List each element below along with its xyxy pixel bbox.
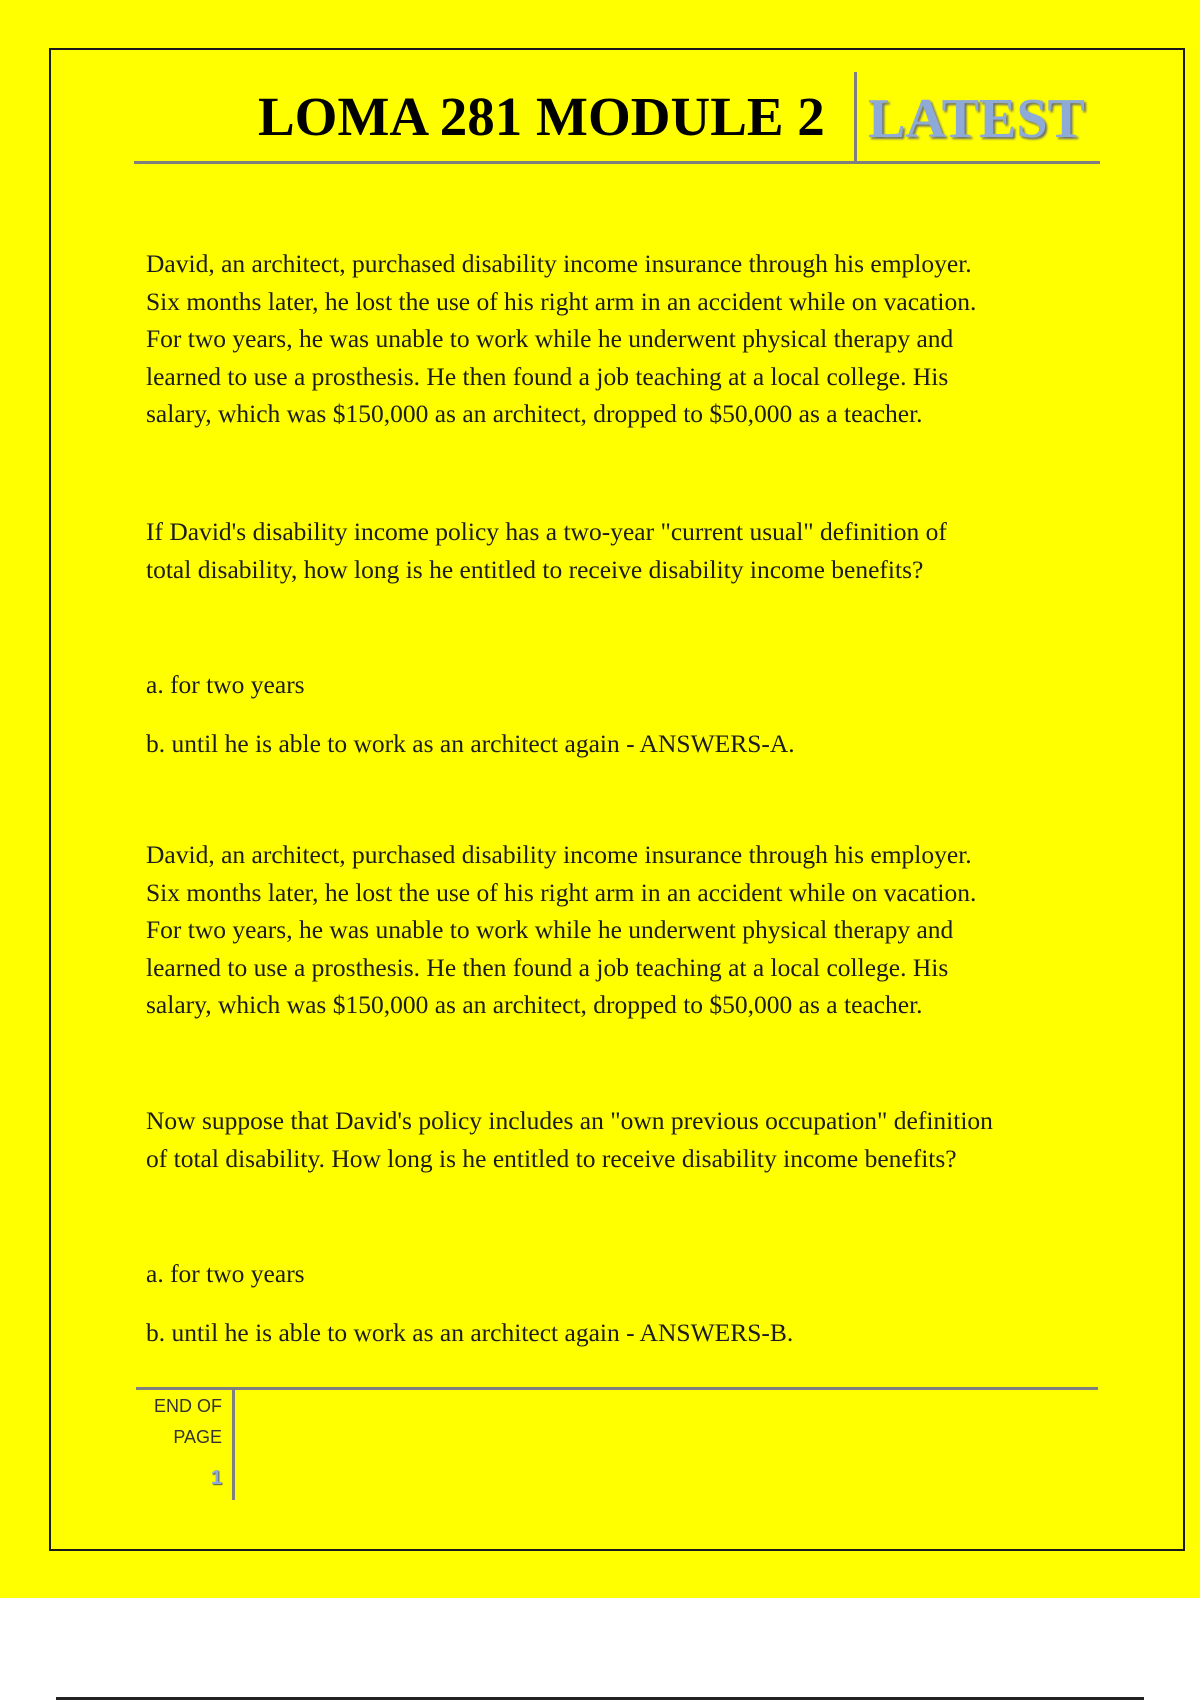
question-1-prompt: If David's disability income policy has a two-year "current usual" definition of total disability, how long is he entitled to receive disability income benefits?: [146, 517, 947, 584]
header-tag: LATEST: [868, 88, 1085, 150]
question-1-scenario: David, an architect, purchased disability income insurance through his employer. Six months later, he lost the use of his right arm in an accident while on vacation. For two years, he was unable to work while he underwent physical therapy and learned to use a prosthesis. He then found a job teaching at a local college. His salary, which was $150,000 as an architect, dropped to $50,000 as a teacher.: [146, 249, 977, 428]
footer-page-label: PAGE: [173, 1427, 222, 1447]
footer-divider: [232, 1390, 235, 1500]
question-1-option-a: a. for two years: [146, 670, 305, 699]
footer-rule: [136, 1387, 1098, 1390]
question-2-prompt: Now suppose that David's policy includes an "own previous occupation" definition of total disability. How long is he entitled to receive disability income benefits?: [146, 1106, 993, 1173]
question-2-scenario: David, an architect, purchased disability income insurance through his employer. Six months later, he lost the use of his right arm in an accident while on vacation. For two years, he was unable to work while he underwent physical therapy and learned to use a prosthesis. He then found a job teaching at a local college. His salary, which was $150,000 as an architect, dropped to $50,000 as a teacher.: [146, 840, 977, 1019]
page-number: 1: [210, 1467, 222, 1489]
question-2-option-b: b. until he is able to work as an architect again - ANSWERS-B.: [146, 1318, 794, 1347]
header-divider: [854, 72, 857, 161]
footer-end-of: END OF: [153, 1396, 222, 1416]
page-title: LOMA 281 MODULE 2: [258, 86, 825, 147]
question-1-option-b: b. until he is able to work as an architect again - ANSWERS-A.: [146, 729, 795, 758]
page-header: [134, 72, 1100, 164]
question-2-option-a: a. for two years: [146, 1259, 305, 1288]
